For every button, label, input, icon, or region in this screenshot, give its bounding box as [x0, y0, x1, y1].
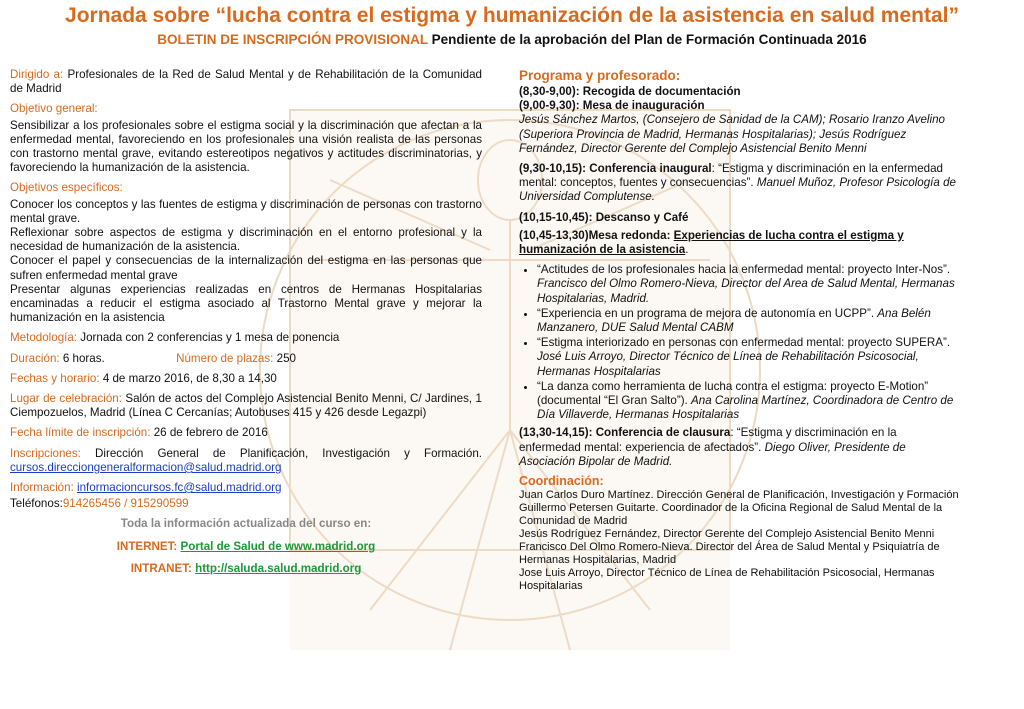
inscripciones-email-link[interactable]: cursos.direcciongeneralformacion@salud.madrid.org — [10, 460, 282, 474]
duracion-section — [10, 352, 482, 366]
objetivo-general-label: Objetivo general: — [10, 102, 98, 116]
fechas-section — [10, 372, 482, 386]
mesa-dot: . — [685, 243, 689, 257]
list-item — [537, 336, 961, 379]
conf1-time: (9,30-10,15): Conferencia inaugural — [519, 162, 712, 176]
list-item — [537, 380, 961, 423]
intranet-link[interactable]: http://saluda.salud.madrid.org — [195, 561, 362, 575]
plazas-text: 250 — [276, 351, 296, 365]
list-item — [537, 307, 961, 335]
internet-line — [10, 540, 482, 554]
inscripciones-section — [10, 447, 482, 475]
objetivos-especificos-label: Objetivos específicos: — [10, 181, 123, 195]
subtitle-form-name: BOLETIN DE INSCRIPCIÓN PROVISIONAL — [157, 32, 428, 47]
page-subtitle — [0, 31, 1024, 49]
conferencia-clausura — [519, 426, 961, 469]
lugar-label: Lugar de celebración: — [10, 392, 122, 406]
informacion-label: Información: — [10, 481, 74, 495]
objetivo-item: Presentar algunas experiencias realizadas en centros de Hermanas Hospitalarias encaminadas a reducir el estigma asociado al Trastorno Mental grave y mejorar la humanización en la asistencia — [10, 282, 482, 325]
coordinador-item: Juan Carlos Duro Martínez. Dirección General de Planificación, Investigación y Formación — [519, 489, 959, 502]
right-column — [519, 68, 961, 593]
intranet-line — [10, 562, 482, 576]
objetivo-general-section — [10, 102, 482, 175]
programa-item-documentacion: (8,30-9,00): Recogida de documentación — [519, 85, 741, 98]
coordinador-item: Jose Luis Arroyo, Director Técnico de Línea de Rehabilitación Psicosocial, Hermanas Hospitalarias — [519, 567, 935, 593]
fechas-label: Fechas y horario: — [10, 371, 100, 385]
programa-item-inauguracion: (9,00-9,30): Mesa de inauguración — [519, 99, 705, 113]
coordinacion-section — [519, 475, 961, 593]
objetivo-general-text: Sensibilizar a los profesionales sobre el estigma social y la discriminación que afectan a la enfermedad mental, favoreciendo en los profesionales una visión realista de las personas con trastorno mental grave, evitando estereotipos negativos y actitudes discriminatorias, y favoreciendo la humanización de la asistencia. — [10, 118, 482, 175]
talk-speaker: Francisco del Olmo Romero-Nieva, Director del Area de Salud Mental, Hermanas Hospitalarias, Madrid. — [537, 277, 955, 305]
mesa-redonda — [519, 229, 961, 257]
talk-speaker: José Luis Arroyo, Director Técnico de Línea de Rehabilitación Psicosocial, Hermanas Hospitalarias — [537, 350, 919, 378]
informacion-section — [10, 481, 482, 495]
dirigido-label: Dirigido a: — [10, 68, 64, 81]
header — [0, 4, 1024, 49]
limite-text: 26 de febrero de 2016 — [153, 426, 268, 440]
lugar-section — [10, 392, 482, 420]
telefonos-section — [10, 497, 482, 511]
duracion-label: Duración: — [10, 351, 60, 365]
lugar-text: Salón de actos del Complejo Asistencial Benito Menni, C/ Jardines, 1 Ciempozuelos, Madrid (Línea C Cercanías; Autobuses 415 y 426 desde Legazpi) — [10, 392, 482, 420]
clausura-time: (13,30-14,15): Conferencia de clausura — [519, 426, 731, 440]
objetivos-especificos-section — [10, 181, 482, 325]
fechas-text: 4 de marzo 2016, de 8,30 a 14,30 — [102, 371, 277, 385]
duracion-text: 6 horas. — [62, 351, 105, 365]
limite-label: Fecha límite de inscripción: — [10, 426, 151, 440]
coordinador-item: Francisco Del Olmo Romero-Nieva. Director del Área de Salud Mental y Psiquiatría de Hermanas Hospitalarias, Madrid — [519, 541, 940, 567]
clausura-speaker: Diego Oliver, Presidente de Asociación Bipolar de Madrid. — [519, 440, 906, 468]
conf1-text: : “Estigma y discriminación en la enfermedad mental: conceptos, fuentes y consecuencias”. — [519, 162, 943, 190]
plazas-label: Número de plazas: — [176, 351, 274, 365]
conf1-speaker: Manuel Muñoz, Profesor Psicología de Universidad Complutense. — [519, 176, 956, 204]
talk-text: “La danza como herramienta de lucha contra el estigma: proyecto E-Motion” (documental “El Gran Salto”). — [537, 379, 929, 408]
dirigido-text: Profesionales de la Red de Salud Mental y de Rehabilitación de la Comunidad de Madrid — [10, 68, 482, 96]
descanso: (10,15-10,45): Descanso y Café — [519, 210, 689, 224]
talk-speaker: Ana Carolina Martínez, Coordinadora de Centro de Día Villaverde, Hermanas Hospitalarias — [537, 394, 954, 422]
limite-section — [10, 426, 482, 440]
mesa-time: (10,45-13,30)Mesa redonda: — [519, 228, 671, 242]
subtitle-note: Pendiente de la aprobación del Plan de Formación Continuada 2016 — [431, 32, 867, 47]
left-column — [10, 68, 482, 576]
programa-heading: Programa y profesorado: — [519, 68, 681, 83]
actualizada-text: Toda la información actualizada del curso en: — [120, 517, 372, 531]
informacion-email-link[interactable]: informacioncursos.fc@salud.madrid.org — [77, 481, 282, 495]
objetivo-item: Conocer los conceptos y las fuentes de estigma y discriminación de personas con trastorno mental grave. — [10, 197, 482, 225]
metodologia-label: Metodología: — [10, 331, 78, 345]
talks-list — [519, 263, 961, 422]
talk-text: “Estigma interiorizado en personas con enfermedad mental: proyecto SUPERA”. — [537, 336, 951, 350]
mesa-title: Experiencias de lucha contra el estigma y humanización de la asistencia — [519, 228, 904, 257]
telefonos-text: 914265456 / 915290599 — [62, 497, 189, 511]
dirigido-section — [10, 68, 482, 96]
inscripciones-text: Dirección General de Planificación, Investigación y Formación. — [95, 446, 482, 460]
conferencia-inaugural — [519, 162, 961, 205]
internet-label: INTERNET: — [116, 539, 178, 553]
objetivo-item: Reflexionar sobre aspectos de estigma y discriminación en el entorno profesional y la necesidad de humanización de la asistencia. — [10, 226, 482, 254]
coordinador-item: Jesús Rodríguez Fernández, Director Gerente del Complejo Asistencial Benito Menni — [519, 528, 935, 541]
telefonos-label: Teléfonos: — [10, 497, 63, 511]
page-title: Jornada sobre “lucha contra el estigma y humanización de la asistencia en salud mental” — [65, 4, 959, 27]
list-item — [537, 263, 961, 306]
talk-text: “Experiencia en un programa de mejora de autonomía en UCPP”. — [537, 306, 875, 320]
coordinador-item: Guillermo Petersen Guitarte. Coordinador de la Oficina Regional de Salud Mental de la Comunidad de Madrid — [519, 502, 943, 528]
intranet-label: INTRANET: — [130, 561, 192, 575]
internet-link[interactable]: Portal de Salud de www.madrid.org — [180, 539, 376, 553]
coordinacion-heading: Coordinación: — [519, 474, 604, 489]
talk-speaker: Ana Belén Manzanero, DUE Salud Mental CABM — [537, 306, 931, 335]
inauguracion-speakers: Jesús Sánchez Martos, (Consejero de Sanidad de la CAM); Rosario Iranzo Avelino (Superiora Provincia de Madrid, Hermanas Hospitalarias); Jesús Rodríguez Fernández, Director Gerente del Complejo Asistencial Benito Menni — [519, 113, 945, 155]
clausura-text: : “Estigma y discriminación en la enfermedad mental: experiencia de afectados”. — [519, 426, 897, 454]
talk-text: “Actitudes de los profesionales hacia la enfermedad mental: proyecto Inter-Nos”. — [537, 263, 951, 277]
metodologia-section — [10, 331, 482, 345]
objetivo-item: Conocer el papel y consecuencias de la internalización del estigma en las personas que sufren enfermedad mental grave — [10, 254, 482, 282]
inscripciones-label: Inscripciones: — [10, 446, 81, 460]
metodologia-text: Jornada con 2 conferencias y 1 mesa de ponencia — [80, 331, 340, 345]
